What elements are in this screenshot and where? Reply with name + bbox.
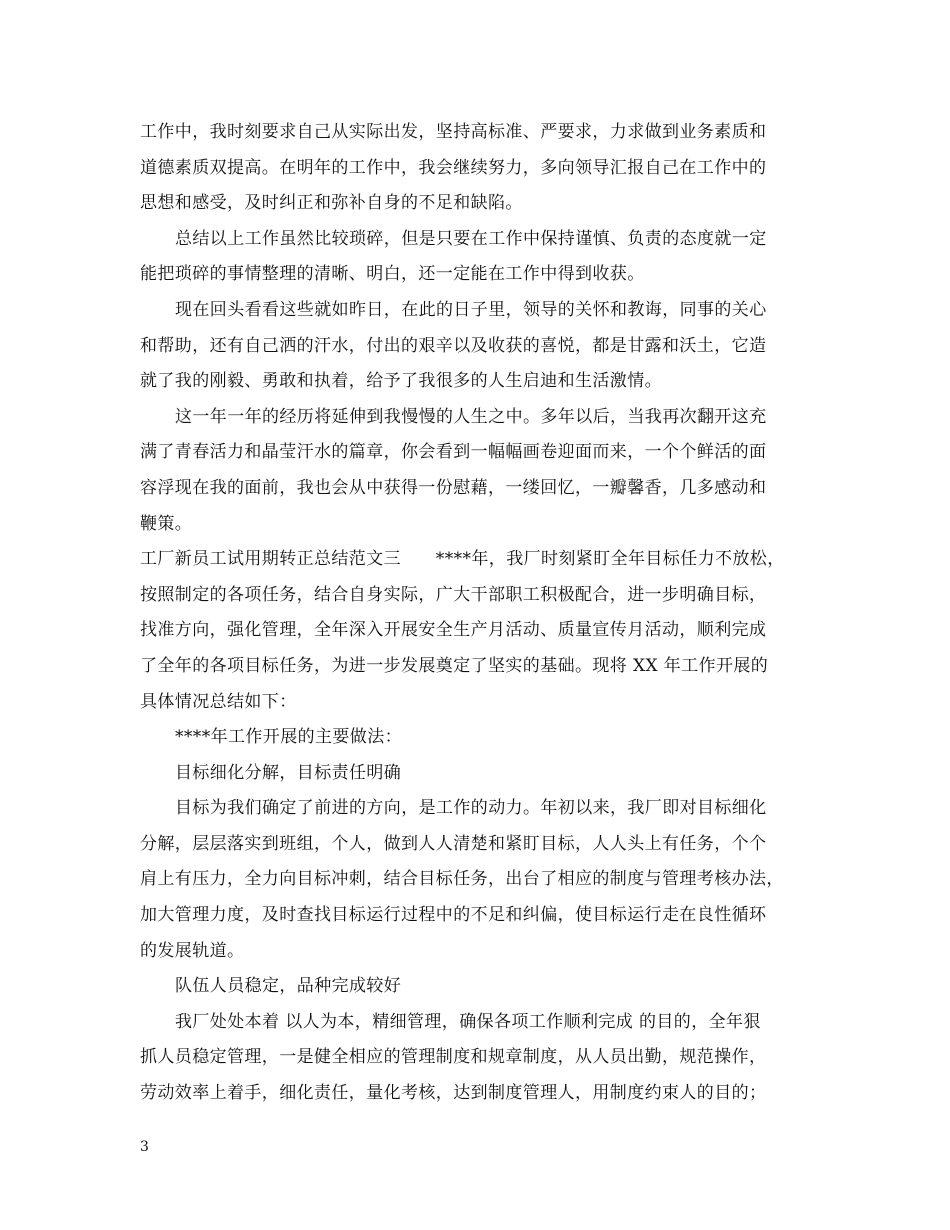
text-line: 找准方向，强化管理，全年深入开展安全生产月活动、质量宣传月活动，顺利完成 <box>140 620 767 641</box>
text-line: 分解，层层落实到班组，个人，做到人人清楚和紧盯目标，人人头上有任务，个个 <box>140 833 767 854</box>
text-line: 道德素质双提高。在明年的工作中，我会继续努力，多向领导汇报自己在工作中的 <box>140 157 767 178</box>
text-line: 满了青春活力和晶莹汗水的篇章，你会看到一幅幅画卷迎面而来，一个个鲜活的面 <box>140 442 767 463</box>
text-line: 思想和感受，及时纠正和弥补自身的不足和缺陷。 <box>140 193 523 214</box>
text-line: 加大管理力度，及时查找目标运行过程中的不足和纠偏，使目标运行走在良性循环 <box>140 905 767 926</box>
text-line: 按照制定的各项任务，结合自身实际，广大干部职工积极配合，进一步明确目标， <box>140 584 767 605</box>
text-line: 鞭策。 <box>140 513 193 534</box>
document-body <box>140 115 830 1112</box>
text-line: 的发展轨道。 <box>140 940 245 961</box>
text-line: 这一年一年的经历将延伸到我慢慢的人生之中。多年以后，当我再次翻开这充 <box>175 406 767 427</box>
text-line: 能把琐碎的事情整理的清晰、明白，还一定能在工作中得到收获。 <box>140 264 645 285</box>
text-line: 肩上有压力，全力向目标冲刺，结合目标任务，出台了相应的制度与管理考核办法， <box>140 869 784 890</box>
text-line: 目标细化分解，目标责任明确 <box>175 762 402 783</box>
text-line: 就了我的刚毅、勇敢和执着，给予了我很多的人生启迪和生活激情。 <box>140 371 662 392</box>
text-line: ****年工作开展的主要做法： <box>175 727 402 748</box>
text-line: 和帮助，还有自己洒的汗水，付出的艰辛以及收获的喜悦，都是甘露和沃土，它造 <box>140 335 767 356</box>
text-line: 具体情况总结如下： <box>140 691 297 712</box>
text-line: 劳动效率上着手，细化责任，量化考核，达到制度管理人，用制度约束人的目的； <box>140 1083 767 1104</box>
text-line: 了全年的各项目标任务，为进一步发展奠定了坚实的基础。现将 XX 年工作开展的 <box>140 655 769 676</box>
page-number: 3 <box>140 1139 149 1155</box>
text-line: 抓人员稳定管理，一是健全相应的管理制度和规章制度，从人员出勤，规范操作， <box>140 1047 767 1068</box>
text-line: 我厂处处本着 以人为本，精细管理，确保各项工作顺利完成 的目的，全年狠 <box>175 1011 761 1032</box>
text-line: 现在回头看看这些就如昨日，在此的日子里，领导的关怀和教诲，同事的关心 <box>175 299 767 320</box>
text-line: 队伍人员稳定，品种完成较好 <box>175 976 402 997</box>
text-line: 工作中，我时刻要求自己从实际出发，坚持高标准、严要求，力求做到业务素质和 <box>140 122 767 142</box>
text-line: 工厂新员工试用期转正总结范文三 ****年，我厂时刻紧盯全年目标任力不放松， <box>140 549 785 570</box>
text-line: 容浮现在我的面前，我也会从中获得一份慰藉，一缕回忆，一瓣馨香，几多感动和 <box>140 477 767 498</box>
text-line: 总结以上工作虽然比较琐碎，但是只要在工作中保持谨慎、负责的态度就一定 <box>175 228 767 249</box>
text-line: 目标为我们确定了前进的方向，是工作的动力。年初以来，我厂即对目标细化 <box>175 798 767 819</box>
